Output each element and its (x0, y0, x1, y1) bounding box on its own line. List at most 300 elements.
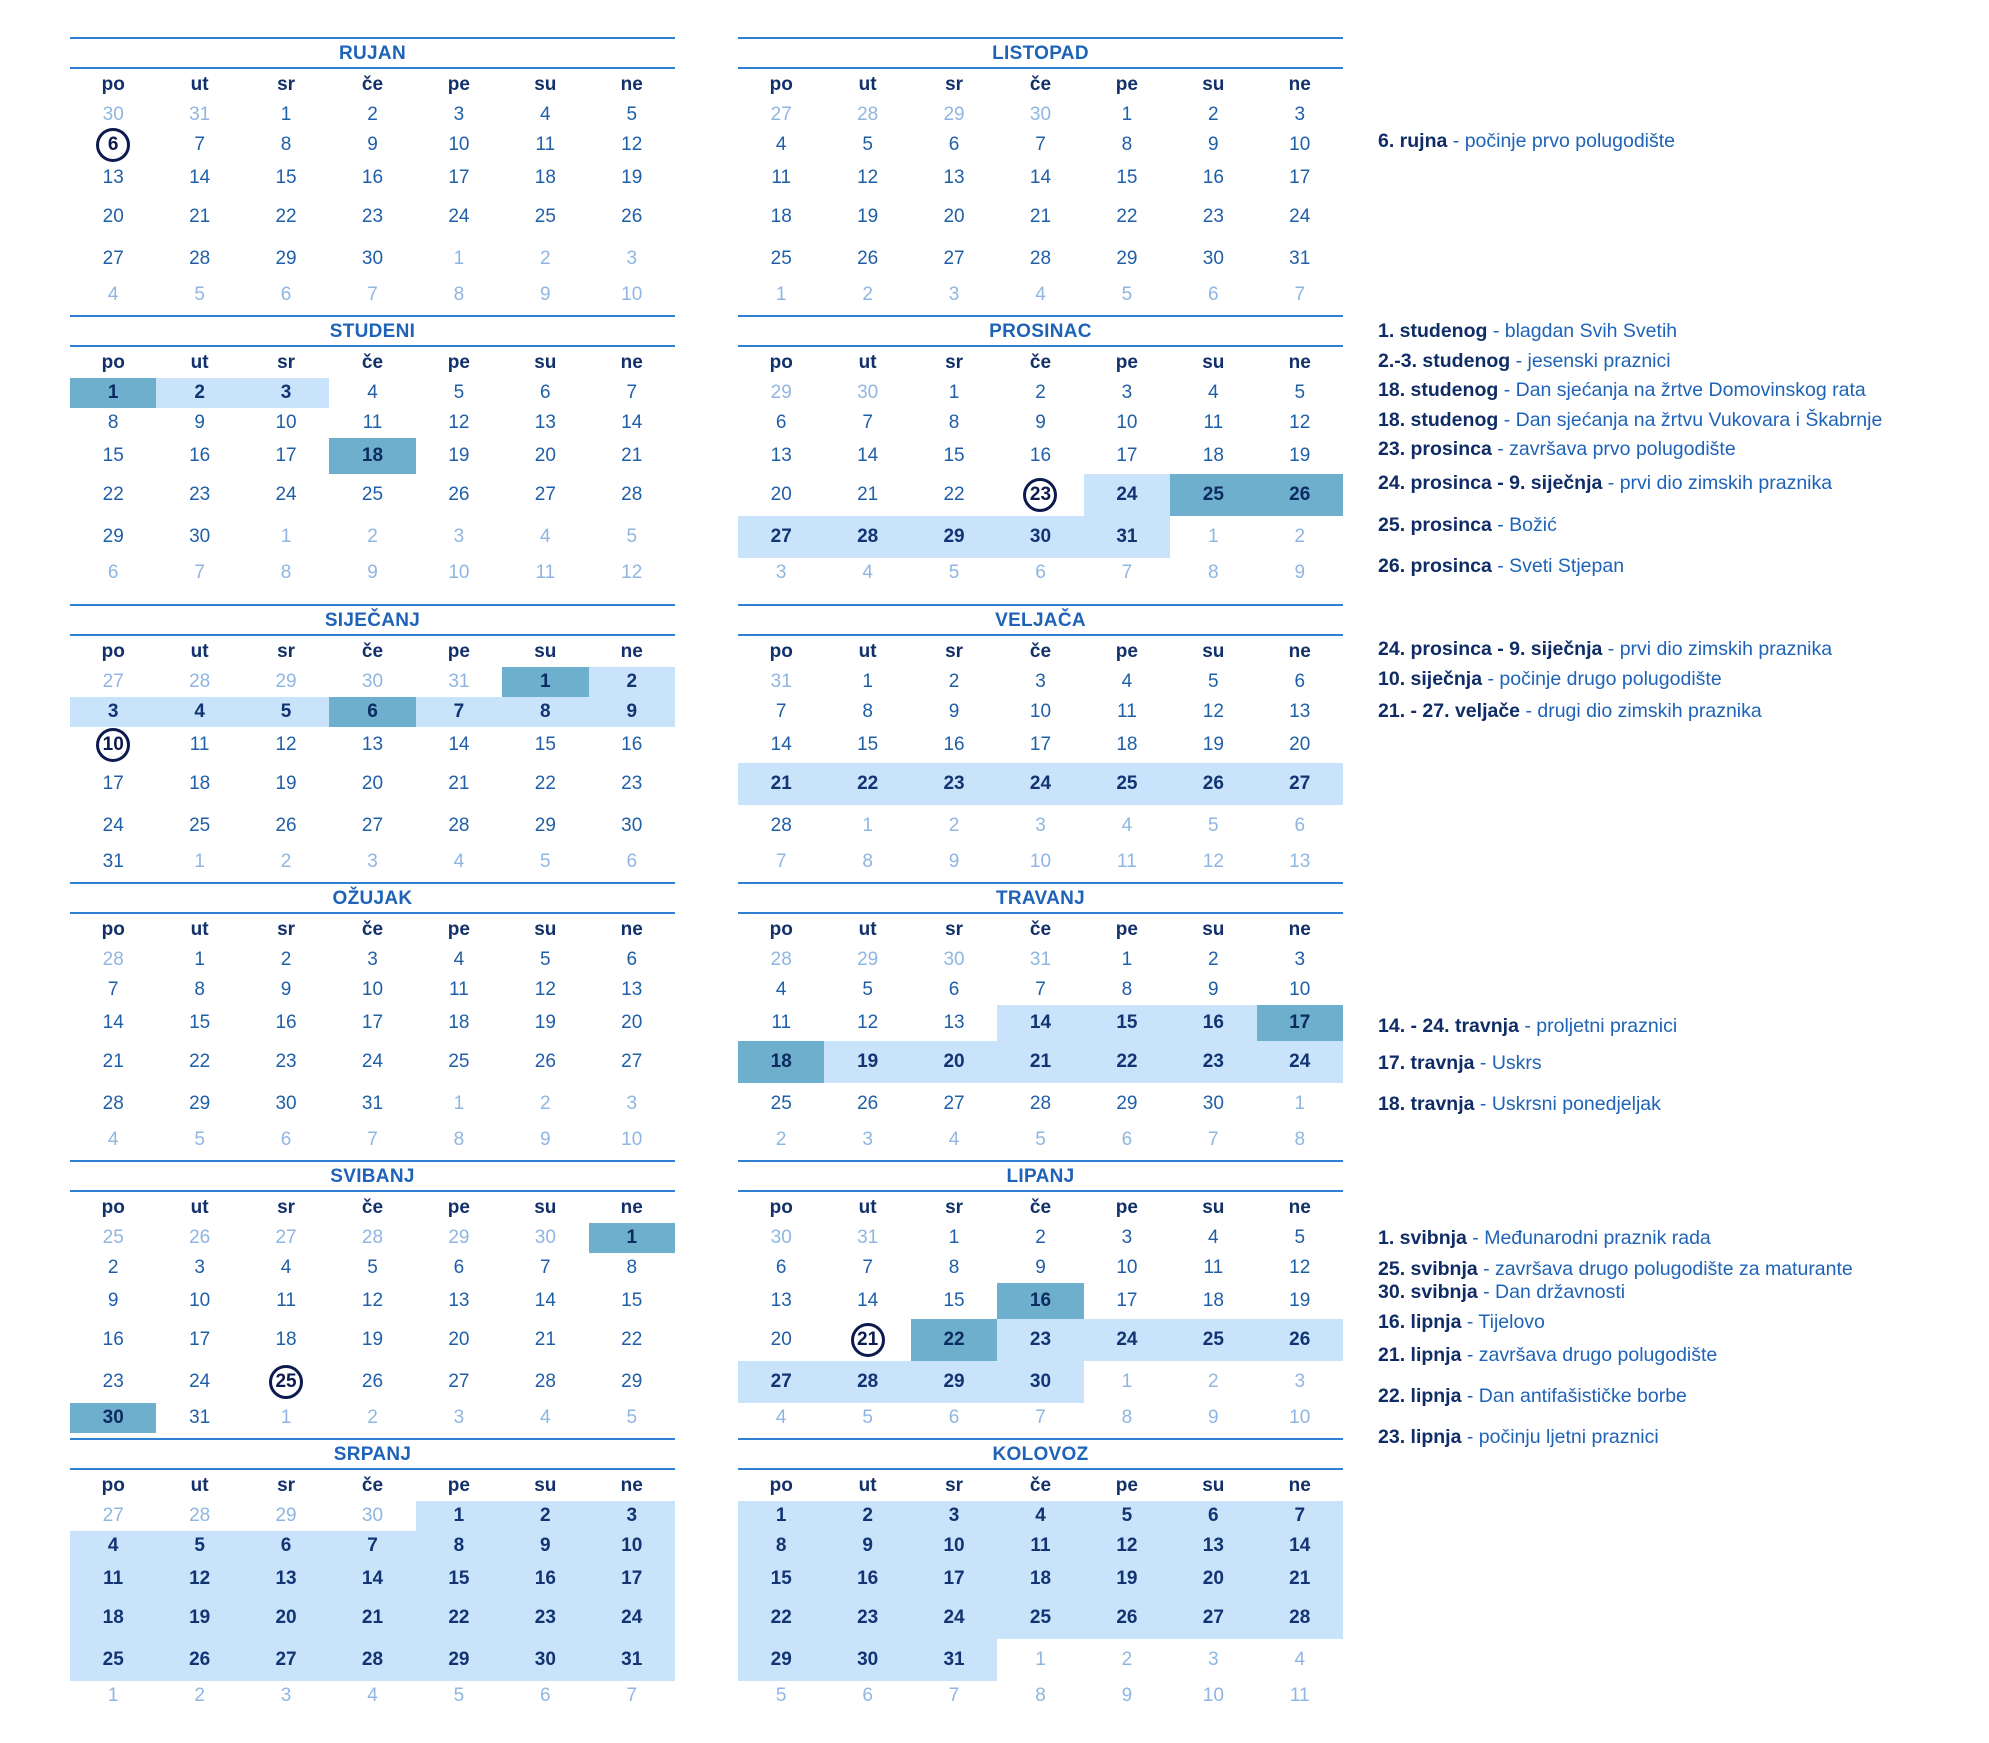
day-number: 21 (448, 773, 470, 794)
day-cell (329, 975, 415, 1005)
week-row (70, 280, 675, 310)
day-number: 21 (534, 1329, 556, 1350)
day-cell (589, 1681, 675, 1711)
day-number: 3 (107, 701, 119, 722)
day-cell (997, 378, 1083, 408)
day-number: 8 (948, 1257, 960, 1278)
day-number: 11 (189, 734, 210, 755)
day-number: 30 (1029, 104, 1052, 125)
weekday-label: sr (945, 1475, 964, 1496)
day-cell (1084, 100, 1170, 130)
legend-item (1378, 438, 1736, 461)
highlighted-day (329, 1531, 415, 1561)
day-cell (824, 1403, 910, 1433)
day-cell (70, 1005, 156, 1041)
day-cell (997, 130, 1083, 160)
day-number: 12 (857, 1012, 879, 1033)
legend-item (1378, 320, 1677, 343)
legend-item (1378, 472, 1832, 495)
day-cell (502, 1223, 588, 1253)
day-number: 2 (194, 382, 205, 403)
month-title: VELJAČA (995, 610, 1086, 631)
weekday-label: su (534, 352, 557, 373)
day-cell (1257, 130, 1343, 160)
day-cell (416, 1283, 502, 1319)
day-cell (329, 847, 415, 877)
day-number: 22 (1116, 206, 1138, 227)
day-cell (502, 1319, 588, 1361)
weekday-label: pe (447, 74, 470, 95)
weekday-label: pe (447, 641, 470, 662)
week-row (70, 1283, 675, 1319)
week-row (738, 1597, 1343, 1639)
day-number: 9 (862, 1535, 873, 1556)
day-number: 8 (775, 1535, 787, 1556)
month-top-rule (70, 1438, 675, 1440)
day-cell (502, 763, 588, 805)
weekday-label: ne (620, 641, 643, 662)
day-number: 29 (943, 104, 965, 125)
day-number: 6 (1208, 284, 1219, 305)
day-cell (824, 1253, 910, 1283)
day-number: 18 (534, 167, 556, 188)
weekday-label: sr (277, 74, 296, 95)
day-number: 26 (1289, 1329, 1311, 1350)
day-number: 21 (857, 484, 879, 505)
day-cell (70, 1319, 156, 1361)
day-cell (70, 474, 156, 516)
day-number: 15 (943, 445, 965, 466)
day-number: 9 (107, 1290, 119, 1311)
weekday-label: pe (447, 1197, 470, 1218)
month-title-rule (738, 1190, 1343, 1192)
day-cell (156, 160, 242, 196)
day-number: 2 (194, 1685, 205, 1706)
day-cell (416, 667, 502, 697)
day-cell (824, 130, 910, 160)
day-number: 21 (851, 1323, 885, 1357)
day-number: 20 (621, 1012, 643, 1033)
month-title-rule (70, 1468, 675, 1470)
day-cell (738, 474, 824, 516)
day-number: 10 (361, 979, 384, 1000)
day-number: 14 (448, 734, 470, 755)
day-number: 20 (275, 1607, 297, 1628)
day-number: 27 (621, 1051, 643, 1072)
day-number: 10 (1202, 1685, 1224, 1706)
weekday-label: su (534, 919, 557, 940)
highlighted-day (502, 1501, 588, 1531)
day-cell (738, 238, 824, 280)
highlighted-day (824, 1361, 910, 1403)
week-row (738, 1561, 1343, 1597)
month-title-rule (70, 345, 675, 347)
day-number: 14 (857, 445, 879, 466)
day-number: 30 (275, 1093, 297, 1114)
day-number: 10 (621, 284, 643, 305)
highlighted-day (502, 1531, 588, 1561)
day-number: 14 (621, 412, 643, 433)
day-number: 4 (1035, 1505, 1046, 1526)
day-cell (1170, 1253, 1256, 1283)
day-number: 14 (361, 1568, 384, 1589)
highlighted-day (911, 1531, 997, 1561)
highlighted-day (70, 1403, 156, 1433)
day-cell (1084, 1253, 1170, 1283)
legend-item (1378, 514, 1557, 537)
day-number: 30 (1029, 526, 1052, 547)
day-number: 18 (1202, 1290, 1224, 1311)
legend-item (1378, 1052, 1542, 1075)
day-number: 21 (1029, 1051, 1052, 1072)
day-cell (738, 130, 824, 160)
day-number: 4 (194, 701, 205, 722)
day-number: 29 (275, 1505, 297, 1526)
day-cell (156, 805, 242, 847)
day-number: 4 (540, 526, 551, 547)
day-cell (416, 408, 502, 438)
day-cell (738, 1005, 824, 1041)
day-number: 7 (1294, 284, 1306, 305)
week-row (70, 805, 675, 847)
weekday-label: če (361, 352, 384, 373)
day-cell (1084, 438, 1170, 474)
day-number: 3 (626, 248, 638, 269)
day-number: 2 (1208, 104, 1219, 125)
day-cell (416, 1319, 502, 1361)
day-number: 30 (361, 671, 384, 692)
day-number: 22 (534, 773, 556, 794)
highlighted-day (243, 378, 329, 408)
weekday-label: ne (1288, 1475, 1311, 1496)
day-cell (997, 238, 1083, 280)
day-cell (824, 667, 910, 697)
day-number: 15 (534, 734, 556, 755)
day-number: 18 (1202, 445, 1224, 466)
day-cell (1257, 1403, 1343, 1433)
day-cell (1257, 196, 1343, 238)
day-number: 9 (367, 562, 378, 583)
day-number: 15 (1116, 167, 1138, 188)
weekday-header-row (70, 1471, 675, 1501)
month-title: SIJEČANJ (324, 610, 421, 631)
day-cell (824, 1083, 910, 1125)
legend-description: - Sveti Stjepan (1497, 555, 1625, 577)
day-cell (1084, 280, 1170, 310)
legend-date: 23. prosinca (1378, 438, 1492, 460)
highlighted-day (738, 1361, 824, 1403)
highlighted-day (70, 1639, 156, 1681)
day-number: 28 (448, 815, 470, 836)
day-number: 31 (1029, 949, 1052, 970)
day-cell (589, 280, 675, 310)
day-cell (911, 727, 997, 763)
highlighted-day (997, 1597, 1083, 1639)
day-cell (738, 1681, 824, 1711)
legend-item (1378, 700, 1762, 723)
day-number: 14 (857, 1290, 879, 1311)
legend-item (1378, 1344, 1717, 1367)
day-cell (1170, 697, 1256, 727)
day-cell (997, 280, 1083, 310)
day-number: 3 (194, 1257, 205, 1278)
day-number: 28 (621, 484, 643, 505)
day-number: 11 (103, 1568, 124, 1589)
legend-item (1378, 350, 1671, 373)
day-cell (738, 1223, 824, 1253)
day-cell (502, 378, 588, 408)
day-number: 7 (194, 134, 205, 155)
day-cell (502, 975, 588, 1005)
day-number: 20 (943, 1051, 965, 1072)
day-cell (1170, 408, 1256, 438)
day-number: 13 (770, 1290, 792, 1311)
day-number: 28 (1029, 248, 1052, 269)
highlighted-day (589, 1597, 675, 1639)
circled-day (70, 130, 156, 160)
weekday-label: če (1029, 74, 1052, 95)
day-number: 19 (275, 773, 297, 794)
weekday-label: ut (858, 352, 877, 373)
week-row (70, 378, 675, 408)
day-cell (911, 945, 997, 975)
week-row (70, 667, 675, 697)
day-number: 10 (1116, 1257, 1138, 1278)
day-number: 17 (621, 1568, 643, 1589)
day-cell (824, 196, 910, 238)
month-top-rule (738, 315, 1343, 317)
day-cell (589, 1253, 675, 1283)
day-cell (243, 238, 329, 280)
day-number: 27 (448, 1371, 470, 1392)
day-number: 21 (770, 773, 792, 794)
day-cell (243, 667, 329, 697)
day-number: 2 (1121, 1649, 1133, 1670)
day-cell (1170, 1681, 1256, 1711)
day-cell (416, 805, 502, 847)
day-cell (589, 238, 675, 280)
legend-description: - počinje prvo polugodište (1452, 130, 1676, 152)
week-row (70, 847, 675, 877)
month-title-rule (70, 912, 675, 914)
day-cell (911, 1283, 997, 1319)
week-row (70, 1125, 675, 1155)
day-cell (329, 408, 415, 438)
day-cell (70, 975, 156, 1005)
circled-day (824, 1319, 910, 1361)
weekday-label: pe (1115, 1197, 1138, 1218)
day-cell (1257, 1223, 1343, 1253)
day-cell (416, 763, 502, 805)
week-row (70, 238, 675, 280)
day-number: 14 (102, 1012, 124, 1033)
day-cell (416, 238, 502, 280)
day-number: 27 (770, 526, 792, 547)
day-number: 21 (102, 1051, 124, 1072)
weekday-label: ne (620, 1475, 643, 1496)
highlighted-day (589, 1561, 675, 1597)
day-number: 6 (948, 134, 960, 155)
highlighted-day (243, 1561, 329, 1597)
day-cell (738, 196, 824, 238)
day-number: 23 (1023, 478, 1057, 512)
day-number: 5 (1294, 1227, 1306, 1248)
month-title: SRPANJ (333, 1444, 412, 1465)
day-number: 13 (448, 1290, 470, 1311)
day-number: 8 (107, 412, 119, 433)
highlighted-day (1257, 1561, 1343, 1597)
legend-description: - završava drugo polugodište (1466, 1344, 1718, 1366)
day-number: 3 (775, 562, 787, 583)
day-number: 27 (275, 1227, 297, 1248)
day-number: 9 (948, 701, 960, 722)
day-cell (329, 945, 415, 975)
week-row (70, 945, 675, 975)
day-cell (911, 667, 997, 697)
weekday-label: če (1029, 641, 1052, 662)
day-cell (997, 1253, 1083, 1283)
week-row (738, 763, 1343, 805)
day-number: 28 (361, 1649, 384, 1670)
day-number: 31 (770, 671, 792, 692)
day-number: 29 (857, 949, 879, 970)
day-cell (589, 1125, 675, 1155)
day-number: 30 (534, 1649, 556, 1670)
day-cell (243, 160, 329, 196)
day-number: 4 (1208, 382, 1219, 403)
day-number: 6 (1294, 815, 1306, 836)
day-cell (824, 805, 910, 847)
day-number: 2 (540, 248, 551, 269)
day-cell (70, 408, 156, 438)
day-cell (502, 1083, 588, 1125)
day-number: 12 (1202, 851, 1224, 872)
legend-date: 1. svibnja (1378, 1227, 1467, 1249)
legend-date: 21. lipnja (1378, 1344, 1462, 1366)
month-grid (738, 1471, 1343, 1711)
legend-description: - Međunarodni praznik rada (1472, 1227, 1711, 1249)
week-row (70, 727, 675, 763)
day-number: 11 (771, 167, 792, 188)
month-title-rule (738, 1468, 1343, 1470)
day-number: 30 (857, 1649, 879, 1670)
day-number: 29 (189, 1093, 211, 1114)
day-number: 20 (1289, 734, 1311, 755)
month-title: KOLOVOZ (992, 1444, 1089, 1465)
highlighted-day (502, 697, 588, 727)
day-cell (156, 667, 242, 697)
day-cell (416, 1403, 502, 1433)
day-number: 3 (1294, 949, 1306, 970)
legend-item (1378, 638, 1832, 661)
day-number: 29 (943, 1371, 965, 1392)
day-cell (1084, 697, 1170, 727)
weekday-label: po (769, 1475, 793, 1496)
day-number: 1 (948, 382, 960, 403)
month-grid (70, 348, 675, 588)
day-number: 15 (770, 1568, 792, 1589)
day-number: 18 (770, 1051, 792, 1072)
month-title-rule (70, 634, 675, 636)
day-cell (156, 474, 242, 516)
day-number: 25 (269, 1365, 303, 1399)
day-cell (156, 1041, 242, 1083)
day-cell (70, 238, 156, 280)
day-number: 4 (107, 284, 119, 305)
day-number: 5 (862, 134, 873, 155)
day-number: 4 (775, 134, 787, 155)
legend-item (1378, 1426, 1659, 1449)
weekday-label: ut (190, 74, 209, 95)
weekday-header-row (738, 70, 1343, 100)
day-number: 18 (770, 206, 792, 227)
highlighted-day (502, 1639, 588, 1681)
day-cell (70, 438, 156, 474)
day-cell (156, 438, 242, 474)
day-cell (156, 1125, 242, 1155)
day-cell (1257, 408, 1343, 438)
day-cell (911, 847, 997, 877)
day-cell (1170, 1125, 1256, 1155)
day-number: 4 (1208, 1227, 1219, 1248)
day-number: 19 (1202, 734, 1224, 755)
day-cell (997, 196, 1083, 238)
day-number: 30 (1029, 1371, 1052, 1392)
week-row (70, 1253, 675, 1283)
day-number: 3 (1121, 382, 1133, 403)
day-number: 13 (1289, 701, 1311, 722)
day-cell (1084, 1223, 1170, 1253)
highlighted-day (911, 516, 997, 558)
day-cell (70, 1125, 156, 1155)
day-cell (416, 160, 502, 196)
day-cell (502, 100, 588, 130)
day-cell (589, 805, 675, 847)
day-number: 31 (1289, 248, 1311, 269)
day-number: 23 (534, 1607, 556, 1628)
week-row (70, 1083, 675, 1125)
day-number: 19 (1116, 1568, 1138, 1589)
highlighted-day (1257, 1041, 1343, 1083)
day-number: 17 (189, 1329, 211, 1350)
day-cell (243, 1501, 329, 1531)
legend-item (1378, 1258, 1853, 1281)
day-cell (824, 378, 910, 408)
day-number: 11 (771, 1012, 792, 1033)
day-cell (416, 975, 502, 1005)
highlighted-day (738, 1561, 824, 1597)
legend-item (1378, 1281, 1625, 1304)
day-number: 9 (1294, 562, 1306, 583)
week-row (738, 474, 1343, 516)
day-number: 25 (770, 1093, 792, 1114)
day-number: 2 (540, 1505, 551, 1526)
day-cell (502, 1041, 588, 1083)
day-number: 27 (1202, 1607, 1224, 1628)
day-number: 6 (1294, 671, 1306, 692)
day-number: 7 (775, 851, 787, 872)
highlighted-day (416, 1501, 502, 1531)
day-number: 9 (1121, 1685, 1133, 1706)
highlighted-day (156, 1597, 242, 1639)
day-number: 1 (280, 1407, 292, 1428)
day-number: 12 (1116, 1535, 1138, 1556)
week-row (738, 408, 1343, 438)
highlighted-day (911, 1639, 997, 1681)
day-number: 5 (194, 284, 205, 305)
day-number: 13 (275, 1568, 297, 1589)
day-cell (1084, 130, 1170, 160)
